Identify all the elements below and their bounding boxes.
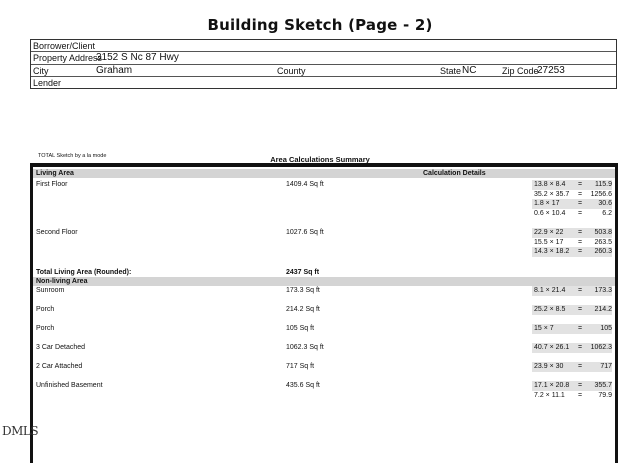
non-living-area-header-label: Non-living Area (36, 278, 88, 285)
borrower-row (31, 40, 616, 52)
calc-result: 6.2 (602, 209, 612, 217)
dmls-logo: DMLS (2, 424, 39, 438)
calculation-list (532, 228, 612, 257)
property-info-box (30, 39, 617, 89)
calc-equals: = (577, 325, 583, 332)
living-area-header (33, 169, 615, 178)
area-value: 173.3 Sq ft (286, 287, 320, 294)
calc-equals: = (577, 391, 583, 399)
calculation-list (532, 305, 612, 315)
calc-result: 260.3 (594, 248, 612, 255)
calculation-line (532, 381, 612, 391)
total-living-value: 2437 Sq ft (286, 269, 320, 276)
calculation-line (532, 228, 612, 238)
calc-expression: 0.6 × 10.4 (534, 209, 566, 217)
lender-label: Lender (33, 77, 62, 88)
area-value: 214.2 Sq ft (286, 306, 320, 313)
calc-expression: 7.2 × 11.1 (534, 391, 565, 399)
calc-expression: 15 × 7 (534, 325, 554, 332)
calc-expression: 25.2 × 8.5 (534, 306, 566, 313)
calculation-list (532, 381, 612, 400)
address-row (31, 52, 616, 64)
calc-equals: = (577, 382, 583, 389)
area-name: Porch (36, 325, 55, 332)
calculation-line (532, 180, 612, 190)
calc-equals: = (577, 209, 583, 217)
borrower-label: Borrower/Client (33, 41, 96, 51)
state-value: NC (462, 64, 477, 76)
sketch-tool-note: TOTAL Sketch by a la mode (38, 153, 107, 159)
total-living-label: Total Living Area (Rounded): (36, 269, 132, 276)
calc-result: 355.7 (594, 382, 612, 389)
county-label: County (277, 65, 306, 76)
calc-result: 214.2 (594, 306, 612, 313)
calc-result: 173.3 (594, 287, 612, 294)
calculation-line (532, 199, 612, 209)
calculation-list (532, 324, 612, 334)
calc-result: 30.6 (598, 200, 612, 207)
calculation-line (532, 362, 612, 372)
state-label: State (440, 65, 462, 76)
calculation-list (532, 180, 612, 218)
page-title: Building Sketch (Page - 2) (207, 16, 433, 34)
calc-equals: = (577, 363, 583, 370)
calc-result: 1256.6 (590, 190, 612, 198)
calc-expression: 22.9 × 22 (534, 229, 564, 236)
city-value: Graham (96, 64, 133, 76)
address-label: Property Address (33, 53, 103, 64)
calculation-list (532, 343, 612, 353)
calculation-line (532, 209, 612, 219)
calc-expression: 23.9 × 30 (534, 363, 564, 370)
calc-expression: 1.8 × 17 (534, 200, 560, 207)
calc-equals: = (577, 181, 583, 188)
area-name: First Floor (36, 181, 68, 188)
area-name: 3 Car Detached (36, 344, 86, 351)
calc-result: 1062.3 (590, 344, 612, 351)
calculation-line (532, 391, 612, 401)
calculation-line (532, 305, 612, 315)
calc-expression: 17.1 × 20.8 (534, 382, 570, 389)
address-value: 3152 S Nc 87 Hwy (96, 52, 179, 64)
calculation-line (532, 238, 612, 248)
calc-result: 115.9 (595, 181, 612, 188)
calc-result: 717 (600, 363, 612, 370)
area-calculations-table (30, 163, 618, 463)
summary-title: Area Calculations Summary (270, 155, 370, 164)
calculation-line (532, 190, 612, 200)
area-value: 105 Sq ft (286, 325, 315, 332)
area-name: 2 Car Attached (36, 363, 83, 370)
zip-label: Zip Code (502, 65, 539, 76)
lender-row (31, 77, 616, 89)
calc-expression: 14.3 × 18.2 (534, 248, 570, 255)
calc-result: 105 (600, 325, 612, 332)
calc-equals: = (577, 306, 583, 313)
calc-expression: 13.8 × 8.4 (534, 181, 566, 188)
calc-equals: = (577, 190, 583, 198)
calculation-line (532, 286, 612, 296)
calc-expression: 35.2 × 35.7 (534, 190, 570, 198)
calculation-line (532, 324, 612, 334)
area-value: 717 Sq ft (286, 363, 315, 370)
city-label: City (33, 65, 49, 76)
calculation-line (532, 343, 612, 353)
calculation-details-header: Calculation Details (423, 170, 486, 177)
area-name: Second Floor (36, 229, 78, 236)
living-area-header-label: Living Area (36, 170, 74, 177)
area-value: 1409.4 Sq ft (286, 181, 324, 188)
city-row (31, 65, 616, 77)
non-living-area-header (33, 277, 615, 286)
calc-expression: 40.7 × 26.1 (534, 344, 570, 351)
calc-result: 503.8 (594, 229, 612, 236)
area-name: Sunroom (36, 287, 65, 294)
calculation-list (532, 362, 612, 372)
calc-expression: 8.1 × 21.4 (534, 287, 566, 294)
calc-equals: = (577, 238, 583, 246)
zip-value: 27253 (537, 64, 565, 76)
calculation-list (532, 286, 612, 296)
area-value: 435.6 Sq ft (286, 382, 320, 389)
area-name: Porch (36, 306, 55, 313)
calc-equals: = (577, 287, 583, 294)
calc-equals: = (577, 200, 583, 207)
area-value: 1062.3 Sq ft (286, 344, 324, 351)
calc-equals: = (577, 248, 583, 255)
calc-equals: = (577, 229, 583, 236)
area-value: 1027.6 Sq ft (286, 229, 324, 236)
area-name: Unfinished Basement (36, 382, 103, 389)
calc-result: 79.9 (598, 391, 612, 399)
calc-expression: 15.5 × 17 (534, 238, 564, 246)
calc-result: 263.5 (594, 238, 612, 246)
calc-equals: = (577, 344, 583, 351)
calculation-line (532, 247, 612, 257)
